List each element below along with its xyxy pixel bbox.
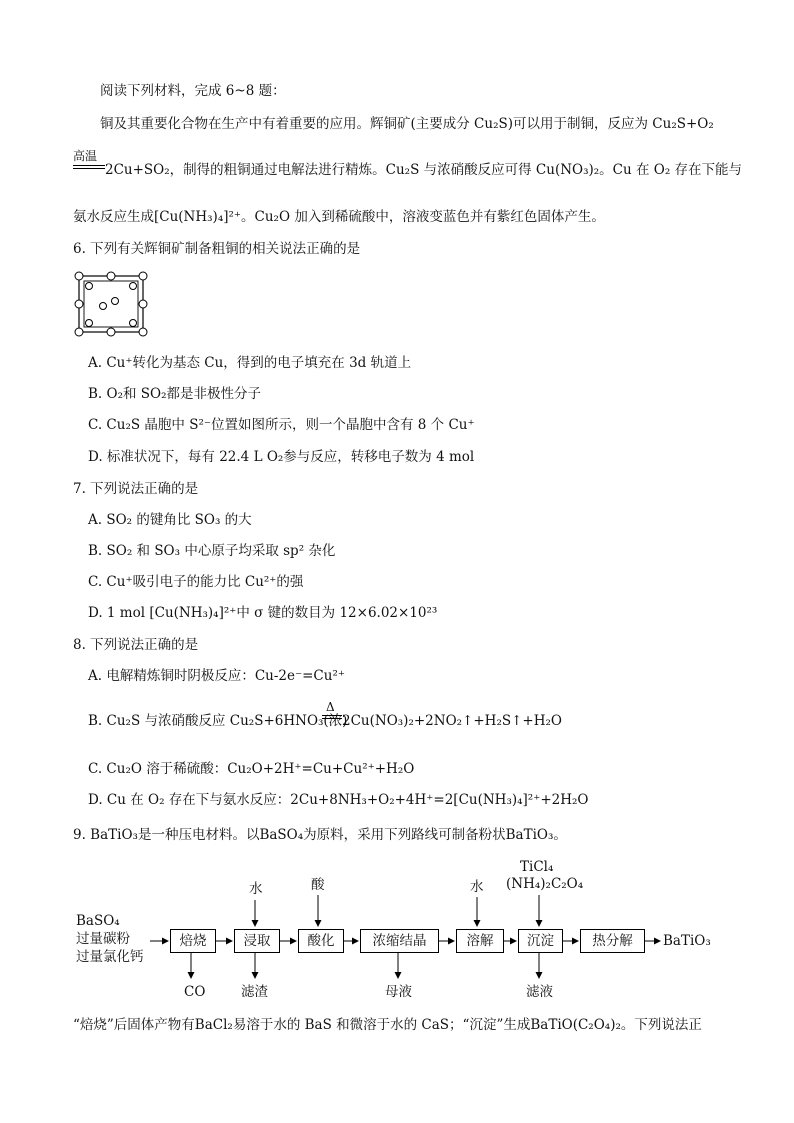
q7-option-a: A. SO₂ 的键角比 SO₃ 的大 — [88, 512, 252, 528]
q6-option-c: C. Cu₂S 晶胞中 S²⁻位置如图所示，则一个晶胞中含有 8 个 Cu⁺ — [88, 417, 475, 433]
q8-option-b-condition: Δ — [326, 700, 335, 714]
step-dissolve: 溶解 — [456, 929, 504, 953]
feed-bas04: BaSO₄ — [76, 913, 120, 929]
material-line-2: 2Cu+SO₂，制得的粗铜通过电解法进行精炼。Cu₂S 与浓硝酸反应可得 Cu(NO₃)₂。Cu 在 O₂ 存在下能与 — [105, 162, 743, 178]
material-line-3: 氨水反应生成[Cu(NH₃)₄]²⁺。Cu₂O 加入到稀硫酸中，溶液变蓝色并有紫红色固体产生。 — [73, 209, 605, 225]
output-residue: 滤渣 — [241, 984, 268, 1000]
product-batio3: BaTiO₃ — [663, 933, 711, 949]
q6-option-a: A. Cu⁺转化为基态 Cu，得到的电子填充在 3d 轨道上 — [88, 355, 412, 371]
input-water-1: 水 — [249, 881, 263, 897]
reaction-condition: 高温 — [73, 149, 98, 163]
q7-option-c: C. Cu⁺吸引电子的能力比 Cu²⁺的强 — [88, 574, 304, 590]
q8-option-a: A. 电解精炼铜时阴极反应：Cu-2e⁻=Cu²⁺ — [88, 668, 345, 684]
output-filtrate: 滤液 — [526, 984, 553, 1000]
output-mother-liquor: 母液 — [385, 984, 412, 1000]
q7-option-d: D. 1 mol [Cu(NH₃)₄]²⁺中 σ 键的数目为 12×6.02×10²³ — [88, 605, 438, 621]
question-7-stem: 7. 下列说法正确的是 — [73, 481, 199, 497]
input-ticl4: TiCl₄ — [520, 859, 554, 875]
step-roast: 焙烧 — [170, 929, 216, 953]
step-leach: 浸取 — [234, 929, 280, 953]
q8-option-b-left: B. Cu₂S 与浓硝酸反应 Cu₂S+6HNO₃(浓) — [88, 713, 348, 729]
step-precipitate: 沉淀 — [518, 929, 563, 953]
q6-option-d: D. 标准状况下，每有 22.4 L O₂参与反应，转移电子数为 4 mol — [88, 449, 475, 465]
q8-option-b-right: 2Cu(NO₃)₂+2NO₂↑+H₂S↑+H₂O — [342, 713, 562, 729]
q8-option-c: C. Cu₂O 溶于稀硫酸：Cu₂O+2H⁺=Cu+Cu²⁺+H₂O — [88, 761, 415, 777]
input-water-2: 水 — [470, 879, 484, 895]
step-concentrate: 浓缩结晶 — [360, 929, 439, 953]
feed-cacl2: 过量氯化钙 — [76, 949, 144, 965]
q8-option-d: D. Cu 在 O₂ 存在下与氨水反应：2Cu+8NH₃+O₂+4H⁺=2[Cu(NH₃)₄]²⁺+2H₂O — [88, 792, 589, 808]
question-9-stem: 9. BaTiO₃是一种压电材料。以BaSO₄为原料，采用下列路线可制备粉状BaTiO₃。 — [73, 827, 567, 843]
input-acid: 酸 — [311, 877, 325, 893]
q7-option-b: B. SO₂ 和 SO₃ 中心原子均采取 sp² 杂化 — [88, 543, 336, 559]
question-8-stem: 8. 下列说法正确的是 — [73, 637, 199, 653]
question-9-continuation: “焙烧”后固体产物有BaCl₂易溶于水的 BaS 和微溶于水的 CaS；“沉淀”生成BaTiO(C₂O₄)₂。下列说法正 — [73, 1017, 702, 1033]
step-acidify: 酸化 — [298, 929, 344, 953]
output-co: CO — [184, 984, 206, 1000]
question-6-stem: 6. 下列有关辉铜矿制备粗铜的相关说法正确的是 — [73, 241, 361, 257]
feed-carbon: 过量碳粉 — [76, 931, 130, 947]
material-heading: 阅读下列材料，完成 6~8 题： — [100, 83, 286, 99]
step-decompose: 热分解 — [580, 929, 645, 953]
input-oxalate: (NH₄)₂C₂O₄ — [506, 876, 584, 892]
material-line-1: 铜及其重要化合物在生产中有着重要的应用。辉铜矿(主要成分 Cu₂S)可以用于制铜，反应为 Cu₂S+O₂ — [100, 116, 714, 132]
q6-option-b: B. O₂和 SO₂都是非极性分子 — [88, 386, 262, 402]
